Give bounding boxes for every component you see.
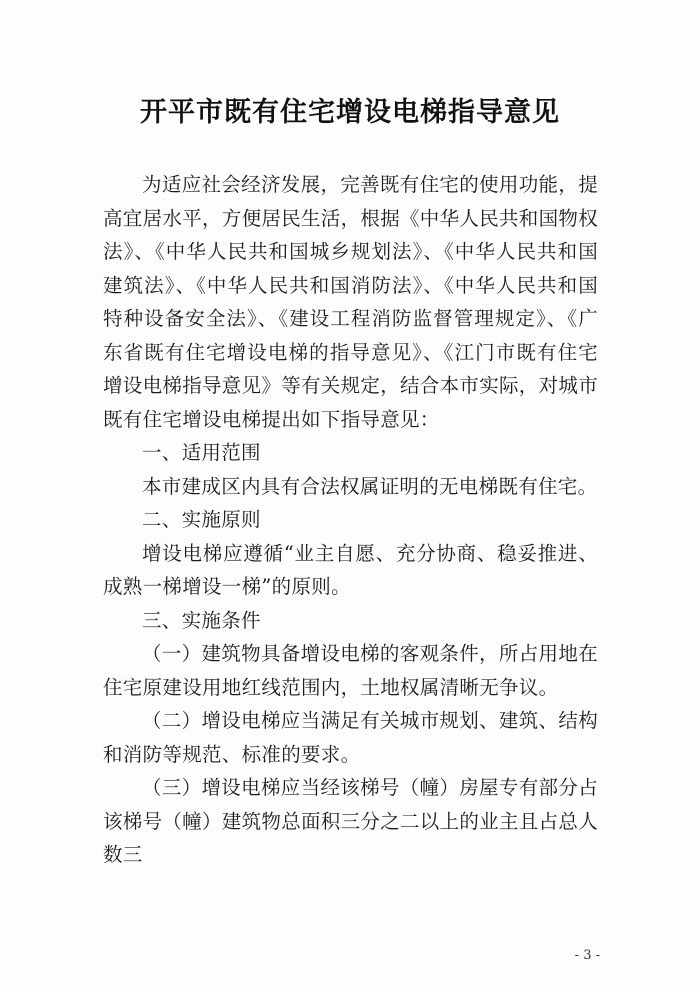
section-heading-principles: 二、实施原则 bbox=[142, 508, 261, 531]
section-heading-scope: 一、适用范围 bbox=[142, 441, 261, 464]
paragraph-condition-3: （三）增设电梯应当经该梯号（幢）房屋专有部分占该梯号（幢）建筑物总面积三分之二以上的业主且占总人数三 bbox=[103, 776, 599, 866]
paragraph-scope: 本市建成区内具有合法权属证明的无电梯既有住宅。 bbox=[142, 474, 598, 498]
paragraph-intro: 为适应社会经济发展，完善既有住宅的使用功能，提高宜居水平，方便居民生活，根据《中华人民共和国物权法》、《中华人民共和国城乡规划法》、《中华人民共和国建筑法》、《中华人民共和国消防法》、《中华人民共和国特种设备安全法》、《建设工程消防监督管理规定》、《广东省既有住宅增设电梯的指导意见》、《江门市既有住宅增设电梯指导意见》等有关规定，结合本市实际，对城市既有住宅增设电梯提出如下指导意见： bbox=[103, 173, 599, 431]
document-title: 开平市既有住宅增设电梯指导意见 bbox=[140, 97, 560, 128]
section-heading-conditions: 三、实施条件 bbox=[142, 608, 261, 632]
paragraph-principles: 增设电梯应遵循“业主自愿、充分协商、稳妥推进、成熟一梯增设一梯”的原则。 bbox=[103, 541, 598, 598]
paragraph-condition-2: （二）增设电梯应当满足有关城市规划、建筑、结构和消防等规范、标准的要求。 bbox=[103, 709, 598, 766]
paragraph-condition-1: （一）建筑物具备增设电梯的客观条件，所占用地在住宅原建设用地红线范围内，土地权属清晰无争议。 bbox=[103, 642, 598, 699]
document-body bbox=[103, 168, 598, 872]
page-number: - 3 - bbox=[574, 948, 600, 963]
